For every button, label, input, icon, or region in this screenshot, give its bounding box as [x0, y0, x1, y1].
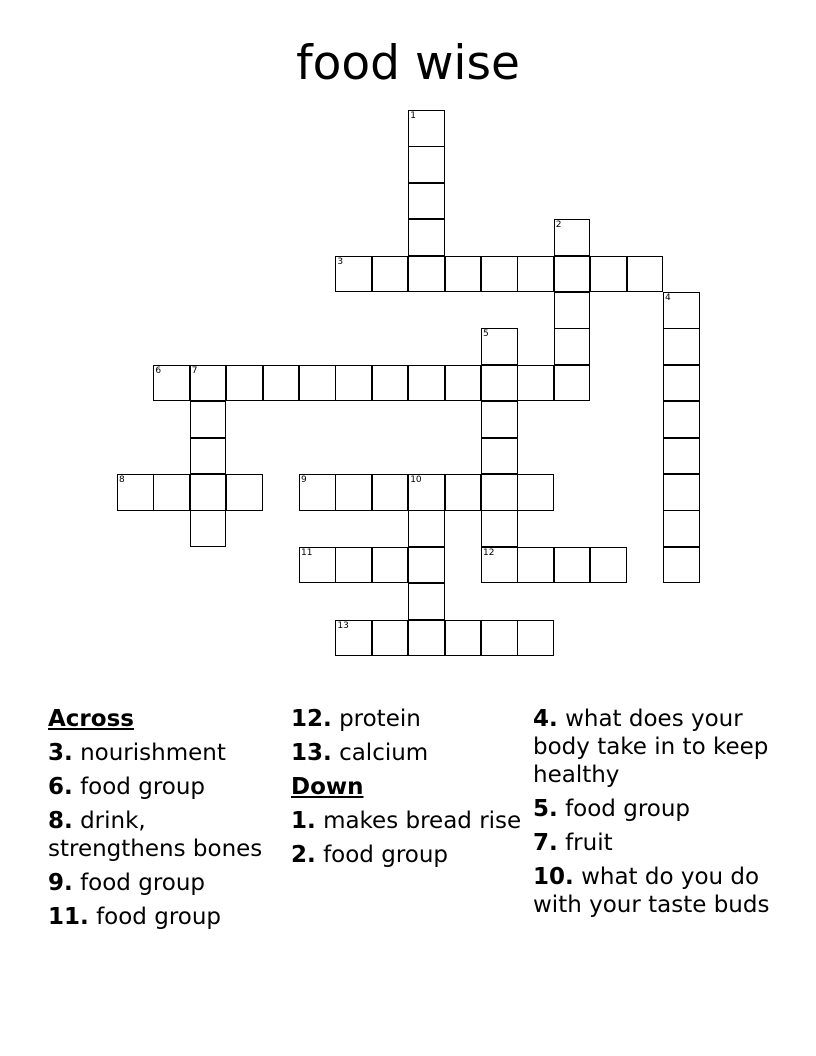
grid-cell[interactable]: [408, 110, 445, 147]
clue-text: food group: [323, 842, 449, 868]
cell-number: 1: [410, 111, 416, 121]
grid-cell[interactable]: [481, 365, 518, 402]
clue-down-10: [533, 863, 773, 919]
clue-text: nourishment: [80, 740, 226, 766]
clue-text: calcium: [339, 740, 429, 766]
grid-cell[interactable]: [445, 365, 482, 402]
clue-text: food group: [80, 774, 206, 800]
grid-cell[interactable]: [590, 547, 627, 584]
grid-cell[interactable]: [153, 365, 190, 402]
cell-number: 5: [483, 329, 489, 340]
clue-across-3: [48, 739, 288, 767]
cell-number: 8: [119, 475, 125, 485]
clue-text: makes bread rise: [323, 808, 522, 834]
grid-cell[interactable]: [517, 256, 554, 293]
grid-cell[interactable]: [299, 547, 336, 584]
grid-cell[interactable]: [408, 620, 445, 657]
clue-text: fruit: [565, 830, 613, 856]
grid-cell[interactable]: [408, 365, 445, 402]
grid-cell[interactable]: [226, 474, 263, 511]
clues-column-1: [48, 702, 288, 937]
grid-cell[interactable]: [663, 328, 700, 365]
clue-number: 10.: [533, 864, 574, 890]
grid-cell[interactable]: [117, 474, 154, 511]
grid-cell[interactable]: [263, 365, 300, 402]
cell-number: 13: [337, 620, 349, 631]
clues-column-3: [533, 702, 773, 925]
grid-cell[interactable]: [190, 438, 227, 475]
grid-cell[interactable]: [663, 401, 700, 438]
grid-cell[interactable]: [517, 365, 554, 402]
grid-cell[interactable]: [408, 510, 445, 547]
grid-cell[interactable]: [517, 620, 554, 657]
grid-cell[interactable]: [481, 474, 518, 511]
grid-cell[interactable]: [408, 583, 445, 620]
grid-cell[interactable]: [335, 547, 372, 584]
grid-cell[interactable]: [335, 365, 372, 402]
grid-cell[interactable]: [481, 256, 518, 293]
grid-cell[interactable]: [299, 474, 336, 511]
cell-number: 9: [301, 475, 307, 485]
grid-cell[interactable]: [372, 474, 409, 511]
grid-cell[interactable]: [517, 474, 554, 511]
cell-number: 12: [483, 547, 495, 558]
grid-cell[interactable]: [190, 365, 227, 402]
clue-text: what does your body take in to keep healthy: [533, 706, 769, 788]
grid-cell[interactable]: [408, 183, 445, 220]
cell-number: 2: [555, 220, 562, 231]
grid-cell[interactable]: [335, 256, 372, 293]
grid-cell[interactable]: [153, 474, 190, 511]
clue-text: what do you do with your taste buds: [533, 864, 770, 918]
cell-number: 6: [155, 365, 162, 376]
cell-number: 3: [337, 256, 344, 267]
grid-cell[interactable]: [372, 547, 409, 584]
clue-number: 8.: [48, 808, 73, 834]
grid-cell[interactable]: [445, 256, 482, 293]
clue-number: 6.: [48, 774, 73, 800]
clue-down-7: [533, 829, 773, 857]
clue-across-6: [48, 773, 288, 801]
grid-cell[interactable]: [663, 365, 700, 402]
grid-cell[interactable]: [663, 474, 700, 511]
grid-cell[interactable]: [517, 547, 554, 584]
grid-cell[interactable]: [481, 438, 518, 475]
clue-across-13: [291, 739, 526, 767]
grid-cell[interactable]: [554, 219, 591, 256]
clue-number: 7.: [533, 830, 558, 856]
clue-down-2: [291, 841, 526, 869]
grid-cell[interactable]: [481, 328, 518, 365]
grid-cell[interactable]: [408, 256, 445, 293]
clue-across-12: [291, 705, 526, 733]
grid-cell[interactable]: [481, 620, 518, 657]
grid-cell[interactable]: [408, 146, 445, 183]
clue-number: 2.: [291, 842, 316, 868]
grid-cell[interactable]: [299, 365, 336, 402]
clue-number: 4.: [533, 706, 558, 732]
clue-text: protein: [339, 706, 421, 732]
grid-cell[interactable]: [481, 547, 518, 584]
cell-number: 7: [191, 365, 198, 376]
grid-cell[interactable]: [372, 620, 409, 657]
clue-down-1: [291, 807, 526, 835]
grid-cell[interactable]: [335, 474, 372, 511]
cell-number: 4: [665, 293, 671, 303]
grid-cell[interactable]: [554, 256, 591, 293]
grid-cell[interactable]: [408, 547, 445, 584]
grid-cell[interactable]: [663, 438, 700, 475]
clue-number: 9.: [48, 870, 73, 896]
clue-number: 11.: [48, 904, 89, 930]
clue-text: food group: [565, 796, 691, 822]
grid-cell[interactable]: [445, 474, 482, 511]
grid-cell[interactable]: [590, 256, 627, 293]
grid-cell[interactable]: [445, 620, 482, 657]
grid-cell[interactable]: [372, 256, 409, 293]
clue-number: 1.: [291, 808, 316, 834]
grid-cell[interactable]: [481, 401, 518, 438]
clues-column-2: [291, 702, 526, 875]
clue-text: food group: [80, 870, 206, 896]
clue-number: 3.: [48, 740, 73, 766]
cell-number: 11: [301, 547, 313, 558]
clue-text: drink, strengthens bones: [48, 808, 263, 862]
grid-cell[interactable]: [408, 474, 445, 511]
clue-across-8: [48, 807, 288, 863]
grid-cell[interactable]: [190, 401, 227, 438]
clue-number: 12.: [291, 706, 332, 732]
clue-down-5: [533, 795, 773, 823]
puzzle-title: food wise: [296, 36, 520, 91]
down-header: Down: [291, 774, 364, 800]
grid-cell[interactable]: [554, 328, 591, 365]
clue-number: 13.: [291, 740, 332, 766]
grid-cell[interactable]: [627, 256, 664, 293]
grid-cell[interactable]: [554, 547, 591, 584]
cell-number: 10: [410, 475, 422, 485]
clue-across-9: [48, 869, 288, 897]
grid-cell[interactable]: [663, 547, 700, 584]
grid-cell[interactable]: [372, 365, 409, 402]
grid-cell[interactable]: [190, 510, 227, 547]
grid-cell[interactable]: [554, 292, 591, 329]
grid-cell[interactable]: [554, 365, 591, 402]
clue-number: 5.: [533, 796, 558, 822]
grid-cell[interactable]: [408, 219, 445, 256]
grid-cell[interactable]: [481, 510, 518, 547]
grid-cell[interactable]: [663, 510, 700, 547]
grid-cell[interactable]: [190, 474, 227, 511]
across-header: Across: [48, 706, 134, 732]
clue-down-4: [533, 705, 773, 789]
clue-text: food group: [96, 904, 222, 930]
clue-across-11: [48, 903, 288, 931]
grid-cell[interactable]: [226, 365, 263, 402]
grid-cell[interactable]: [663, 292, 700, 329]
grid-cell[interactable]: [335, 620, 372, 657]
